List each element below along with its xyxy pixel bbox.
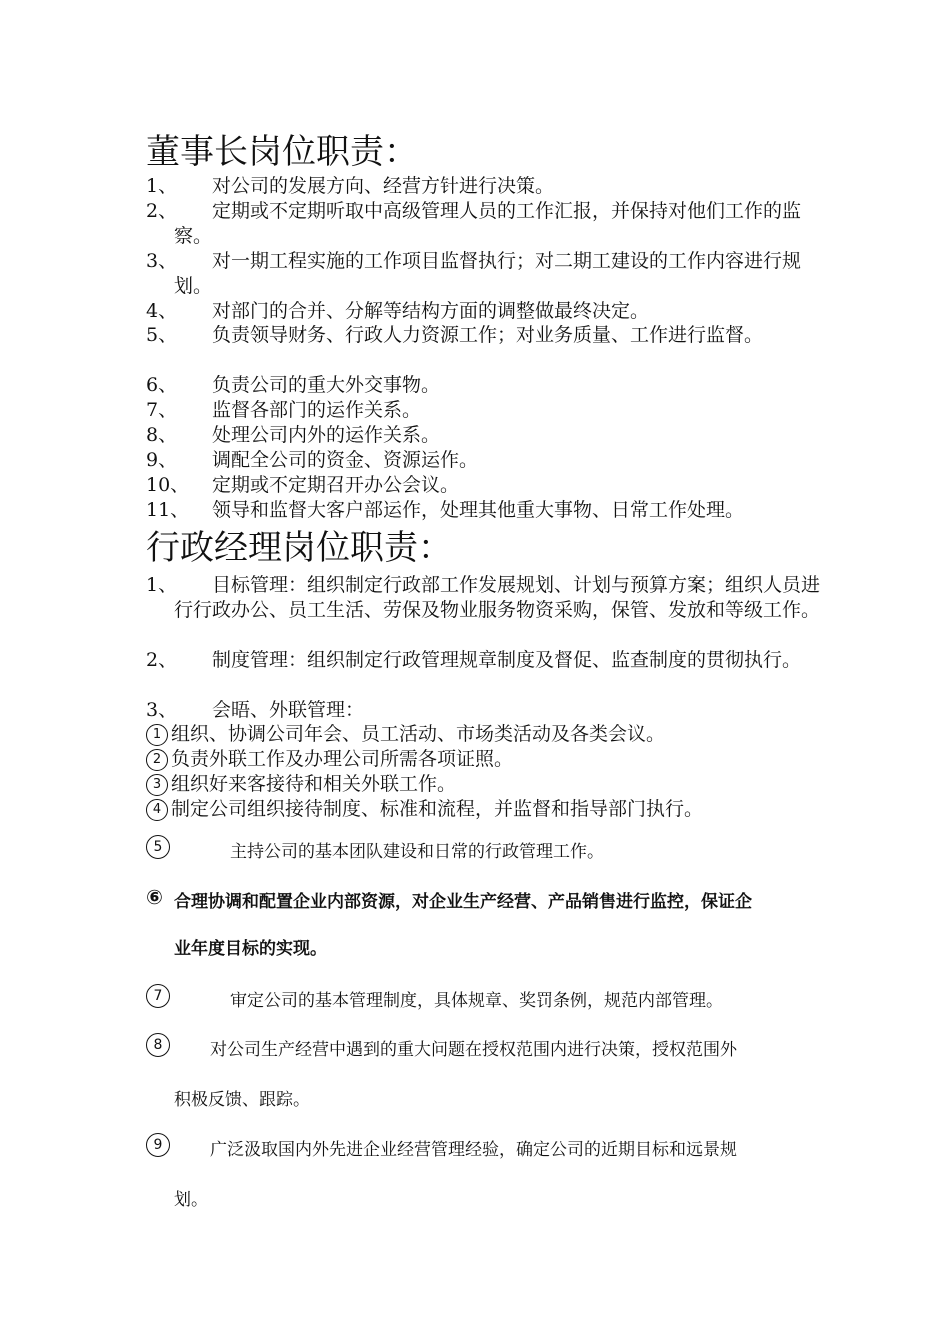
sub-item-text: 主持公司的基本团队建设和日常的行政管理工作。 [230, 842, 604, 862]
sub-item-text: 制定公司组织接待制度、标准和流程，并监督和指导部门执行。 [171, 798, 704, 820]
item-number: 4、 [146, 300, 178, 322]
item-text: 目标管理：组织制定行政部工作发展规划、计划与预算方案；组织人员进行行政办公、员工生活、劳保及物业服务物资采购，保管、发放和等级工作。 [174, 574, 821, 621]
item-text: 对公司的发展方向、经营方针进行决策。 [212, 175, 555, 197]
item-number: 1、 [146, 175, 178, 197]
list-item [146, 423, 826, 448]
item-text: 定期或不定期听取中高级管理人员的工作汇报，并保持对他们工作的监察。 [174, 200, 802, 247]
sub-item [146, 797, 826, 822]
sub-item [146, 835, 826, 861]
sub-item-text-continued: 业年度目标的实现。 [174, 939, 327, 959]
sub-item [146, 722, 826, 747]
item-number: 3、 [146, 250, 178, 272]
circled-number: 3 [146, 774, 168, 796]
item-number: 7、 [146, 399, 178, 421]
sub-item-text: 组织、协调公司年会、员工活动、市场类活动及各类会议。 [171, 723, 666, 745]
list-item [146, 199, 826, 249]
item-number: 3、 [146, 699, 178, 721]
sub-item-text: 合理协调和配置企业内部资源，对企业生产经营、产品销售进行监控，保证企 [174, 892, 752, 912]
sub-item-text: 广泛汲取国内外先进企业经营管理经验，确定公司的近期目标和远景规 [210, 1140, 737, 1160]
list-item [146, 448, 826, 473]
item-text: 监督各部门的运作关系。 [212, 399, 422, 421]
sub-item [146, 772, 826, 797]
sub-item-text-continued: 划。 [174, 1190, 208, 1210]
sub-item-text: 审定公司的基本管理制度，具体规章、奖罚条例，规范内部管理。 [230, 991, 723, 1011]
list-item [146, 473, 826, 498]
circled-number: 8 [146, 1033, 170, 1057]
circled-number: 9 [146, 1133, 170, 1157]
item-number: 11、 [146, 499, 190, 521]
sub-item-text: 负责外联工作及办理公司所需各项证照。 [171, 748, 514, 770]
sub-item [146, 984, 826, 1010]
item-text: 调配全公司的资金、资源运作。 [212, 449, 479, 471]
circled-number: ⑥ [146, 885, 163, 909]
item-number: 10、 [146, 474, 190, 496]
item-number: 1、 [146, 574, 178, 596]
item-number: 5、 [146, 324, 178, 346]
item-text: 处理公司内外的运作关系。 [212, 424, 441, 446]
circled-number: 1 [146, 724, 168, 746]
list-item [146, 373, 826, 398]
list-item [146, 698, 826, 723]
list-item [146, 299, 826, 324]
list-item [146, 648, 826, 673]
item-text: 负责公司的重大外交事物。 [212, 374, 441, 396]
circled-number: 5 [146, 835, 170, 859]
list-item [146, 573, 826, 623]
item-text: 制度管理：组织制定行政管理规章制度及督促、监查制度的贯彻执行。 [212, 649, 802, 671]
item-text: 定期或不定期召开办公会议。 [212, 474, 460, 496]
item-text: 对部门的合并、分解等结构方面的调整做最终决定。 [212, 300, 650, 322]
list-item [146, 398, 826, 423]
sub-item-text: 组织好来客接待和相关外联工作。 [171, 773, 457, 795]
item-text: 会晤、外联管理： [212, 699, 365, 721]
item-number: 6、 [146, 374, 178, 396]
list-item [146, 174, 826, 199]
list-item [146, 323, 826, 348]
item-number: 8、 [146, 424, 178, 446]
sub-item-text-continued: 积极反馈、跟踪。 [174, 1090, 310, 1110]
item-text: 领导和监督大客户部运作，处理其他重大事物、日常工作处理。 [212, 499, 745, 521]
item-number: 2、 [146, 649, 178, 671]
section-title-admin-manager: 行政经理岗位职责： [146, 528, 452, 568]
item-text: 对一期工程实施的工作项目监督执行；对二期工建设的工作内容进行规划。 [174, 250, 802, 297]
sub-item-text: 对公司生产经营中遇到的重大问题在授权范围内进行决策，授权范围外 [210, 1040, 737, 1060]
sub-item [146, 886, 826, 966]
item-text: 负责领导财务、行政人力资源工作；对业务质量、工作进行监督。 [212, 324, 764, 346]
sub-item [146, 747, 826, 772]
sub-item [146, 1033, 826, 1113]
list-item [146, 498, 846, 523]
item-number: 9、 [146, 449, 178, 471]
circled-number: 2 [146, 749, 168, 771]
list-item [146, 249, 826, 299]
circled-number: 4 [146, 799, 168, 821]
item-number: 2、 [146, 200, 178, 222]
sub-item [146, 1133, 826, 1213]
circled-number: 7 [146, 984, 170, 1008]
section-title-chairman: 董事长岗位职责： [146, 132, 418, 172]
